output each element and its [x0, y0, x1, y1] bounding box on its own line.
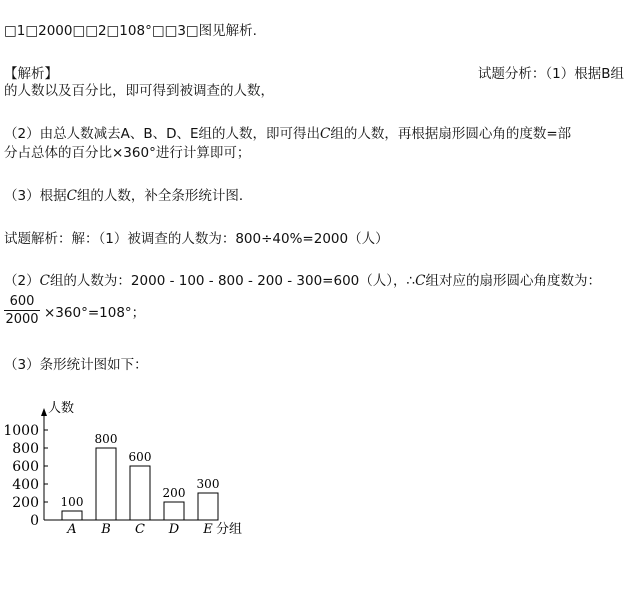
sol2-prefix: （2）: [4, 273, 40, 289]
fraction: [4, 294, 40, 327]
p2-suffix: 组的人数，再根据扇形圆心角的度数=部: [330, 126, 572, 142]
sol2-mid: 组的人数为：2000 - 100 - 800 - 200 - 300=600（人），∴: [49, 273, 416, 289]
section-heading: 【解析】: [4, 66, 58, 82]
y-tick-label: 400: [12, 477, 39, 493]
x-tick-label: D: [168, 522, 180, 537]
y-tick-label: 1000: [3, 423, 39, 439]
x-tick-label: A: [67, 522, 77, 537]
bar: [198, 493, 218, 520]
y-tick-label: 200: [12, 495, 39, 511]
p3-c: C: [66, 188, 77, 204]
y-tick-label: 600: [12, 459, 39, 475]
solution-line-3: （3）条形统计图如下：: [4, 357, 148, 373]
p3-suffix: 组的人数，补全条形统计图．: [76, 188, 253, 204]
fraction-denominator: 2000: [5, 312, 39, 327]
p2-prefix: （2）由总人数减去A、B、D、E组的人数，即可得出: [4, 126, 321, 142]
p2-c: C: [320, 126, 331, 142]
x-tick-label: E: [203, 522, 213, 537]
sol2-suffix: 组对应的扇形圆心角度数为：: [425, 273, 601, 289]
p3-prefix: （3）根据: [4, 188, 67, 204]
bar: [130, 466, 150, 520]
y-tick-label: 800: [12, 441, 39, 457]
fraction-tail: ×360°=108°；: [44, 305, 146, 321]
fraction-numerator: 600: [4, 294, 40, 311]
data-label: 600: [128, 450, 152, 464]
sol2-c2: C: [415, 273, 426, 289]
paragraph-2: [4, 125, 571, 143]
x-tick-label: B: [101, 522, 111, 537]
bar: [164, 502, 184, 520]
sol2-c: C: [39, 273, 50, 289]
bar-chart: [0, 392, 260, 542]
paragraph-3: [4, 187, 252, 205]
data-label: 800: [94, 432, 118, 446]
x-tick-label: C: [135, 522, 145, 537]
answer-line: □1□2000□□2□108°□□3□图见解析.: [4, 23, 257, 39]
data-label: 200: [162, 486, 186, 500]
solution-line-2: [4, 272, 601, 290]
y-axis-arrow: [41, 408, 47, 416]
data-label: 100: [60, 495, 84, 509]
y-tick-label: 0: [30, 513, 39, 529]
data-label: 300: [196, 477, 220, 491]
bar: [96, 448, 116, 520]
bar: [62, 511, 82, 520]
y-axis-label: 人数: [48, 401, 75, 416]
solution-line-1: 试题解析：解：（1）被调查的人数为：800÷40%=2000（人）: [4, 231, 389, 247]
x-axis-label: 分组: [216, 522, 243, 537]
paragraph-1: 的人数以及百分比，即可得到被调查的人数，: [4, 83, 274, 99]
analysis-label: 试题分析：（1）根据B组: [477, 66, 624, 82]
paragraph-2b: 分占总体的百分比×360°进行计算即可；: [4, 145, 251, 161]
